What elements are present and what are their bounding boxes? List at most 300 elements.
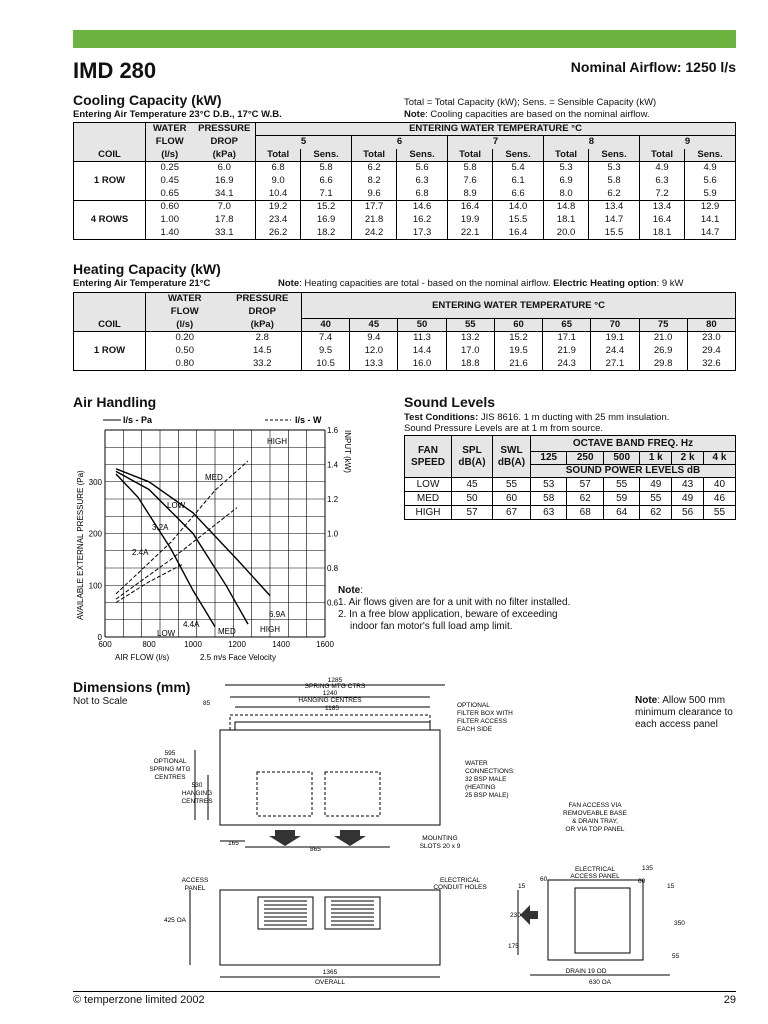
chart-grid <box>105 430 325 637</box>
table-row <box>74 201 736 214</box>
cooling-legend: Total = Total Capacity (kW); Sens. = Sensible Capacity (kW) <box>404 97 657 108</box>
side-panel <box>575 888 630 953</box>
value-cell: 12.0 <box>350 345 398 358</box>
swl-cell: 55 <box>493 478 531 492</box>
airflow-arrow-a <box>269 830 301 846</box>
band-value-cell: 58 <box>531 492 567 506</box>
value-cell: 14.7 <box>589 214 640 227</box>
cool-temp-header: 5 <box>256 136 352 149</box>
label-fan-access-3: & DRAIN TRAY, <box>572 818 618 825</box>
band-header: 250 <box>567 452 603 465</box>
dim-spring-ctrs: SPRING MTG CTRS <box>304 683 366 690</box>
value-cell: 9.0 <box>256 175 301 188</box>
value-cell: 16.9 <box>301 214 352 227</box>
label-water-5: 25 BSP MALE) <box>465 792 509 799</box>
coil-cell: 4 ROWS <box>74 201 146 240</box>
speed-cell: HIGH <box>405 506 452 520</box>
value-cell: 19.1 <box>591 332 639 345</box>
col-drop-l2: DROP <box>194 136 256 149</box>
cool-sens-header: Sens. <box>685 149 736 162</box>
label-optional-filter-4: EACH SIDE <box>457 726 493 733</box>
y2-tick: 0.8 <box>327 564 339 573</box>
legend-pa: l/s - Pa <box>123 415 153 425</box>
speed-cell: MED <box>405 492 452 506</box>
cool-sens-header: Sens. <box>397 149 448 162</box>
value-cell: 12.9 <box>685 201 736 214</box>
value-cell: 13.2 <box>446 332 494 345</box>
side-airflow-arrow <box>520 905 538 925</box>
value-cell: 5.6 <box>397 162 448 175</box>
label-6-9a: 6.9A <box>269 610 286 619</box>
series-low-pa <box>116 474 215 627</box>
heat-temp-header: 60 <box>494 319 542 332</box>
value-cell: 29.4 <box>687 345 735 358</box>
plan-body <box>220 730 440 825</box>
cool-total-header: Total <box>351 149 396 162</box>
cool-temp-header: 6 <box>351 136 447 149</box>
value-cell: 15.2 <box>301 201 352 214</box>
y2-tick: 1.4 <box>327 460 339 470</box>
band-value-cell: 53 <box>531 478 567 492</box>
value-cell: 6.2 <box>589 188 640 201</box>
cool-total-header: Total <box>447 149 492 162</box>
cooling-table <box>73 122 736 240</box>
col-flow-l2: FLOW <box>146 136 194 149</box>
note-2: 2. In a free blow application, beware of exceeding <box>338 609 558 620</box>
band-header: 2 k <box>672 452 704 465</box>
dim-175: 175 <box>508 943 519 950</box>
series-low-kw <box>116 565 182 603</box>
value-cell: 18.2 <box>301 227 352 240</box>
label-water-1: WATER <box>465 760 488 767</box>
speed-cell: LOW <box>416 478 440 490</box>
col-drop-l2: DROP <box>224 306 302 319</box>
col-swl: SWL dB(A) <box>493 436 531 478</box>
dim-overall: OVERALL <box>315 979 345 986</box>
value-cell: 5.8 <box>589 175 640 188</box>
value-cell: 15.5 <box>589 227 640 240</box>
value-cell: 5.6 <box>685 175 736 188</box>
sound-table <box>404 435 736 520</box>
value-cell: 18.1 <box>639 227 684 240</box>
series-high-pa <box>116 469 270 596</box>
heat-temp-header: 65 <box>543 319 591 332</box>
value-cell: 10.4 <box>256 188 301 201</box>
label-fan-access-2: REMOVEABLE BASE <box>563 810 627 817</box>
y-tick: 0 <box>97 633 102 642</box>
value-cell: 19.5 <box>494 345 542 358</box>
spl-cell: 50 <box>452 492 493 506</box>
cool-total-header: Total <box>543 149 588 162</box>
nominal-airflow: Nominal Airflow: 1250 l/s <box>570 59 736 75</box>
dim-60-a: 60 <box>540 876 548 883</box>
dim-60-b: 60 <box>638 878 646 885</box>
chart-marks <box>116 461 270 627</box>
value-cell: 5.3 <box>589 162 640 175</box>
value-cell: 7.6 <box>447 175 492 188</box>
table-row <box>74 345 736 358</box>
label-3-2a: 3.2A <box>152 523 169 532</box>
air-handling-chart <box>73 410 373 665</box>
value-cell: 32.6 <box>687 358 735 371</box>
y-axis-label: AVAILABLE EXTERNAL PRESSURE (Pa) <box>76 470 85 620</box>
flow-cell: 0.65 <box>146 188 194 201</box>
band-value-cell: 64 <box>603 506 639 520</box>
coil-cell: 1 ROW <box>74 332 146 371</box>
flow-cell: 0.25 <box>146 162 194 175</box>
dim-1365: 1365 <box>322 969 338 976</box>
fan-access-a <box>257 772 312 816</box>
flow-cell: 0.50 <box>146 345 224 358</box>
y2-tick: 1.2 <box>327 495 339 504</box>
value-cell: 17.0 <box>446 345 494 358</box>
value-cell: 20.0 <box>543 227 588 240</box>
dimensions-title: Dimensions (mm) <box>73 679 191 695</box>
value-cell: 14.4 <box>398 345 446 358</box>
cool-sens-header: Sens. <box>493 149 544 162</box>
label-water-4: (HEATING <box>465 784 496 791</box>
flow-cell: 1.40 <box>146 227 194 240</box>
col-octave: OCTAVE BAND FREQ. Hz <box>531 436 736 452</box>
value-cell: 6.1 <box>493 175 544 188</box>
value-cell: 6.8 <box>256 162 301 175</box>
label-hanging-1: HANGING <box>181 790 213 797</box>
value-cell: 16.4 <box>493 227 544 240</box>
drop-cell: 33.1 <box>215 226 234 238</box>
sound-title: Sound Levels <box>404 394 496 410</box>
value-cell: 15.2 <box>494 332 542 345</box>
label-high-w: HIGH <box>267 437 287 446</box>
value-cell: 5.9 <box>685 188 736 201</box>
band-header: 125 <box>531 452 567 465</box>
table-row <box>405 506 736 520</box>
value-cell: 8.2 <box>351 175 396 188</box>
label-access-panel-2: PANEL <box>184 885 206 892</box>
label-opt-spring-1: OPTIONAL <box>153 758 187 765</box>
drop-cell: 6.0 <box>194 162 256 175</box>
series-high-kw <box>116 461 248 594</box>
value-cell: 26.2 <box>256 227 301 240</box>
band-value-cell: 55 <box>703 506 735 520</box>
value-cell: 17.7 <box>351 201 396 214</box>
x-tick: 600 <box>98 640 112 649</box>
value-cell: 11.3 <box>398 332 446 345</box>
band-value-cell: 49 <box>640 478 672 492</box>
value-cell: 27.1 <box>591 358 639 371</box>
value-cell: 6.8 <box>397 188 448 201</box>
heating-entering-air: Entering Air Temperature 21°C <box>73 278 211 289</box>
dim-865: 865 <box>310 846 321 853</box>
y2-axis-label: INPUT (kW) <box>343 430 352 473</box>
value-cell: 6.6 <box>301 175 352 188</box>
band-value-cell: 49 <box>672 492 704 506</box>
col-drop-l3: (kPa) <box>224 319 302 332</box>
y2-tick: 1.0 <box>327 529 339 539</box>
value-cell: 26.9 <box>639 345 687 358</box>
col-flow-l3: (l/s) <box>146 319 224 332</box>
value-cell: 21.8 <box>351 214 396 227</box>
band-value-cell: 62 <box>640 506 672 520</box>
table-row <box>74 358 736 371</box>
note-2-cont: indoor fan motor's full load amp limit. <box>350 621 513 632</box>
band-value-cell: 55 <box>640 492 672 506</box>
heat-temp-header: 55 <box>446 319 494 332</box>
dim-1240: 1240 <box>322 690 338 697</box>
value-cell: 16.4 <box>447 201 492 214</box>
table-row <box>405 492 736 506</box>
label-high-pa: HIGH <box>260 625 280 634</box>
value-cell: 24.3 <box>543 358 591 371</box>
drop-cell: 14.5 <box>253 345 272 356</box>
heat-temp-header: 75 <box>639 319 687 332</box>
value-cell: 9.4 <box>350 332 398 345</box>
label-drain: DRAIN 19 OD <box>565 968 607 975</box>
value-cell: 14.1 <box>685 214 736 227</box>
dim-230: 230 <box>510 912 521 919</box>
y2-tick: 0.6 <box>327 598 339 608</box>
value-cell: 17.3 <box>397 227 448 240</box>
flow-cell: 0.45 <box>146 175 194 188</box>
label-water-2: CONNECTIONS: <box>465 768 515 775</box>
dim-85: 85 <box>203 700 211 707</box>
value-cell: 14.8 <box>543 201 588 214</box>
col-power-levels: SOUND POWER LEVELS dB <box>531 465 736 478</box>
value-cell: 17.1 <box>543 332 591 345</box>
band-value-cell: 56 <box>672 506 704 520</box>
table-row <box>74 332 736 345</box>
label-med-pa: MED <box>218 627 236 636</box>
col-flow-l3: (l/s) <box>146 149 194 162</box>
dim-1185: 1185 <box>325 705 339 712</box>
value-cell: 19.2 <box>256 201 301 214</box>
cool-sens-header: Sens. <box>589 149 640 162</box>
value-cell: 13.4 <box>639 201 684 214</box>
label-mounting-1: MOUNTING <box>422 835 458 842</box>
value-cell: 14.0 <box>493 201 544 214</box>
heat-temp-header: 70 <box>591 319 639 332</box>
value-cell: 13.4 <box>589 201 640 214</box>
cool-temp-header: 8 <box>543 136 639 149</box>
value-cell: 24.4 <box>591 345 639 358</box>
value-cell: 6.3 <box>397 175 448 188</box>
col-drop-l1: PRESSURE <box>194 123 256 136</box>
band-value-cell: 46 <box>703 492 735 506</box>
label-water-3: 32 BSP MALE <box>465 776 507 783</box>
col-flow-l2: FLOW <box>146 306 224 319</box>
heating-note: Note: Heating capacities are total - based on the nominal airflow. Electric Heating option: 9 kW <box>278 278 684 289</box>
band-value-cell: 57 <box>567 478 603 492</box>
velocity-label: 2.5 m/s Face Velocity <box>200 653 277 662</box>
value-cell: 6.9 <box>543 175 588 188</box>
sound-spl-note: Sound Pressure Levels are at 1 m from source. <box>404 423 604 434</box>
col-flow-l1: WATER <box>146 123 194 136</box>
label-opt-spring-2: SPRING MTG <box>149 766 191 773</box>
chart-ticks <box>89 426 339 649</box>
value-cell: 8.9 <box>447 188 492 201</box>
value-cell: 15.5 <box>493 214 544 227</box>
value-cell: 6.6 <box>493 188 544 201</box>
dim-165: 165 <box>228 840 239 847</box>
spl-cell: 45 <box>452 478 493 492</box>
cool-total-header: Total <box>639 149 684 162</box>
value-cell: 9.5 <box>302 345 350 358</box>
legend-w: l/s - W <box>295 415 322 425</box>
label-fan-access-1: FAN ACCESS VIA <box>568 802 622 809</box>
value-cell: 4.9 <box>639 162 684 175</box>
y-tick: 300 <box>88 477 102 487</box>
x-tick: 1400 <box>272 640 290 649</box>
flow-cell: 0.20 <box>146 332 224 345</box>
label-elec-conduit-1: ELECTRICAL <box>439 877 481 884</box>
value-cell: 16.0 <box>398 358 446 371</box>
label-low-pa: LOW <box>157 629 176 638</box>
value-cell: 21.0 <box>639 332 687 345</box>
dimensions-drawing <box>140 675 740 990</box>
x-tick: 1600 <box>316 640 334 649</box>
value-cell: 8.0 <box>543 188 588 201</box>
label-optional-filter-2: FILTER BOX WITH <box>457 710 513 717</box>
label-elec-access-1: ELECTRICAL <box>574 866 616 873</box>
value-cell: 7.1 <box>301 188 352 201</box>
dim-hanging-centres: HANGING CENTRES <box>298 697 362 704</box>
table-row <box>405 478 736 492</box>
band-header: 1 k <box>640 452 672 465</box>
label-optional-filter-1: OPTIONAL <box>457 702 490 709</box>
value-cell: 16.4 <box>639 214 684 227</box>
note-1: 1. Air flows given are for a unit with no filter installed. <box>338 597 571 608</box>
dim-55: 55 <box>672 953 680 960</box>
label-low-w: LOW <box>167 501 186 510</box>
value-cell: 13.3 <box>350 358 398 371</box>
band-value-cell: 55 <box>603 478 639 492</box>
col-coil: COIL <box>74 123 146 162</box>
heating-table <box>73 292 736 371</box>
value-cell: 5.8 <box>447 162 492 175</box>
cool-total-header: Total <box>256 149 301 162</box>
col-fan-speed: FAN SPEED <box>405 436 452 478</box>
value-cell: 5.8 <box>301 162 352 175</box>
drop-cell: 17.8 <box>215 214 234 225</box>
value-cell: 19.9 <box>447 214 492 227</box>
label-4-4a: 4.4A <box>183 620 200 629</box>
value-cell: 7.4 <box>302 332 350 345</box>
value-cell: 5.4 <box>493 162 544 175</box>
airflow-arrow-b <box>334 830 366 846</box>
value-cell: 14.6 <box>397 201 448 214</box>
table-row <box>74 175 736 188</box>
value-cell: 5.3 <box>543 162 588 175</box>
cooling-note: Note: Cooling capacities are based on the nominal airflow. <box>404 109 650 120</box>
y-tick: 100 <box>88 581 102 591</box>
table-row <box>74 214 736 227</box>
y2-tick: 1.6 <box>327 426 339 435</box>
table-row <box>74 162 736 175</box>
sound-test: Test Conditions: JIS 8616. 1 m ducting with 25 mm insulation. <box>404 412 670 423</box>
footer-rule <box>73 991 736 992</box>
drop-cell: 7.0 <box>194 201 256 214</box>
air-handling-notes: Note: 1. Air flows given are for a unit with no filter installed. 2. In a free blow application, beware of exceeding indoor fan motor's full load amp limit. <box>338 585 598 633</box>
col-ewt: ENTERING WATER TEMPERATURE °C <box>256 123 736 136</box>
dim-15-a: 15 <box>518 883 526 890</box>
cool-temp-header: 7 <box>447 136 543 149</box>
value-cell: 22.1 <box>447 227 492 240</box>
label-opt-spring-3: CENTRES <box>154 774 186 781</box>
col-coil: COIL <box>74 293 146 332</box>
value-cell: 9.6 <box>351 188 396 201</box>
dim-15-b: 15 <box>667 883 675 890</box>
dim-425: 425 OA <box>163 917 186 924</box>
value-cell: 6.3 <box>639 175 684 188</box>
label-elec-conduit-2: CONDUIT HOLES <box>433 884 487 891</box>
label-2-4a: 2.4A <box>132 548 149 557</box>
flow-cell: 1.00 <box>146 214 194 227</box>
value-cell: 10.5 <box>302 358 350 371</box>
label-access-panel-1: ACCESS <box>181 877 209 884</box>
dim-595: 595 <box>164 750 176 757</box>
drop-cell: 34.1 <box>215 187 234 199</box>
dim-630: 630 OA <box>588 979 612 986</box>
label-fan-access-4: OR VIA TOP PANEL <box>565 826 625 833</box>
hanging-rail <box>235 722 430 730</box>
page-number: 29 <box>723 994 736 1006</box>
heat-temp-header: 45 <box>350 319 398 332</box>
col-drop-l1: PRESSURE <box>224 293 302 306</box>
table-row <box>74 188 736 201</box>
value-cell: 23.0 <box>687 332 735 345</box>
band-value-cell: 59 <box>603 492 639 506</box>
label-mounting-2: SLOTS 20 x 9 <box>419 843 461 850</box>
fan-access-b <box>325 772 380 816</box>
value-cell: 4.9 <box>685 162 736 175</box>
value-cell: 29.8 <box>639 358 687 371</box>
y-tick: 200 <box>88 529 102 539</box>
band-value-cell: 43 <box>672 478 704 492</box>
value-cell: 7.2 <box>639 188 684 201</box>
flow-cell: 0.60 <box>146 201 194 214</box>
cool-sens-header: Sens. <box>301 149 352 162</box>
drop-cell: 16.9 <box>215 175 234 186</box>
swl-cell: 67 <box>493 506 531 520</box>
band-value-cell: 63 <box>531 506 567 520</box>
value-cell: 24.2 <box>351 227 396 240</box>
cooling-title: Cooling Capacity (kW) <box>73 92 222 108</box>
heating-title: Heating Capacity (kW) <box>73 261 221 277</box>
col-drop-l3: (kPa) <box>194 149 256 162</box>
air-handling-title: Air Handling <box>73 394 157 410</box>
model-title: IMD 280 <box>73 58 157 83</box>
heat-temp-header: 80 <box>687 319 735 332</box>
drop-cell: 2.8 <box>224 332 302 345</box>
side-body <box>548 880 643 960</box>
cool-temp-header: 9 <box>639 136 735 149</box>
x-tick: 1000 <box>184 640 202 649</box>
dim-135: 135 <box>642 865 653 872</box>
value-cell: 14.7 <box>685 227 736 240</box>
label-optional-filter-3: FILTER ACCESS <box>457 718 508 725</box>
value-cell: 18.1 <box>543 214 588 227</box>
x-tick: 800 <box>142 640 156 649</box>
drop-cell: 33.2 <box>253 357 272 369</box>
dim-530: 530 <box>191 782 203 789</box>
band-value-cell: 40 <box>703 478 735 492</box>
value-cell: 18.8 <box>446 358 494 371</box>
flow-cell: 0.80 <box>146 358 224 371</box>
band-header: 500 <box>603 452 639 465</box>
heat-temp-header: 50 <box>398 319 446 332</box>
band-value-cell: 68 <box>567 506 603 520</box>
not-to-scale: Not to Scale <box>73 696 128 707</box>
swl-cell: 60 <box>493 492 531 506</box>
